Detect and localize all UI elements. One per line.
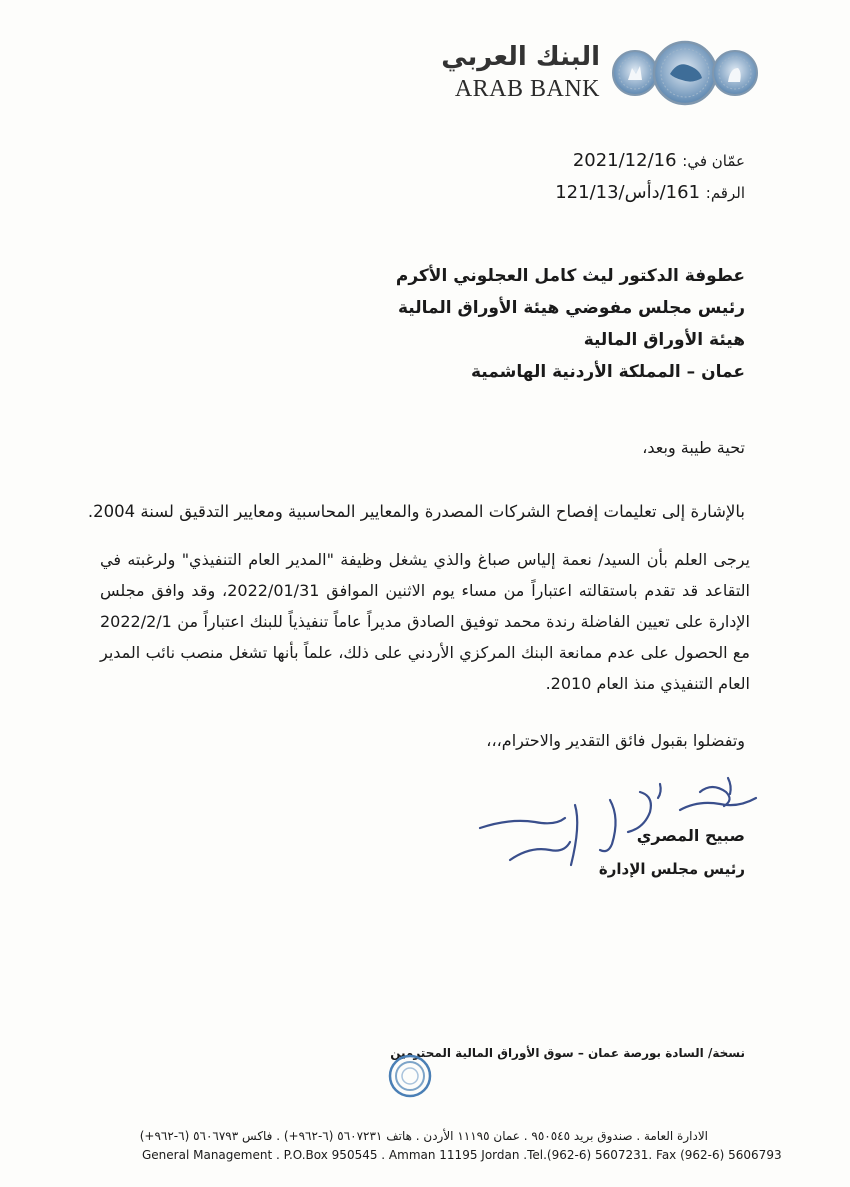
addressee-line-1: عطوفة الدكتور ليث كامل العجلوني الأكرم — [395, 266, 745, 286]
date-value: 2021/12/16 — [572, 150, 677, 171]
cc-line: نسخة/ السادة بورصة عمان – سوق الأوراق المالية المحترمين — [390, 1046, 745, 1060]
reference-value: 161/دأس/121/13 — [555, 182, 701, 203]
addressee-line-4: عمان – المملكة الأردنية الهاشمية — [470, 362, 745, 382]
addressee-block — [396, 260, 745, 388]
letter-reference — [555, 182, 745, 203]
bank-name-arabic: البنك العربي — [441, 42, 600, 72]
addressee-line-2: رئيس مجلس مفوضي هيئة الأوراق المالية — [398, 298, 745, 318]
letter-date — [573, 150, 745, 171]
date-label: عمّان في: — [682, 152, 745, 170]
bank-emblem-icon — [386, 1052, 434, 1100]
addressee-line-3: هيئة الأوراق المالية — [583, 330, 745, 350]
reference-paragraph: بالإشارة إلى تعليمات إفصاح الشركات المصدرة والمعايير المحاسبية ومعايير التدقيق لسنة 2004. — [87, 502, 745, 521]
closing-line: وتفضلوا بقبول فائق التقدير والاحترام،،، — [486, 731, 745, 750]
reference-label: الرقم: — [705, 184, 745, 202]
footer-address-arabic: الادارة العامة . صندوق بريد ٩٥٠٥٤٥ . عمان ١١١٩٥ الأردن . هاتف ٥٦٠٧٢٣١ (٦-٩٦٢+) . فاكس ٥٦٠٦٧٩٣ (٦-٩٦٢+) — [139, 1129, 708, 1143]
greeting: تحية طيبة وبعد، — [642, 438, 745, 457]
bank-letterhead — [441, 38, 760, 108]
signatory-name: صبيح المصري — [636, 826, 745, 845]
bank-name-english: ARAB BANK — [454, 76, 600, 102]
signatory-title: رئيس مجلس الإدارة — [598, 860, 745, 878]
arab-bank-logo-icon — [610, 40, 760, 106]
body-paragraph: يرجى العلم بأن السيد/ نعمة إلياس صباغ والذي يشغل وظيفة "المدير العام التنفيذي" ولرغبته في التقاعد قد تقدم باستقالته اعتباراً من مساء يوم الاثنين الموافق 2022/01/31، وقد وافق مجلس الإدارة على تعيين الفاضلة رندة محمد توفيق الصادق مديراً عاماً تنفيذياً للبنك اعتباراً من 2022/2/1 مع الحصول على عدم ممانعة البنك المركزي الأردني على ذلك، علماً بأنها تشغل منصب نائب المدير العام التنفيذي منذ العام 2010. — [100, 550, 750, 693]
footer-address-english: General Management . P.O.Box 950545 . Amman 11195 Jordan .Tel.(962-6) 5607231. Fax (962-6) 5606793 — [142, 1148, 782, 1162]
